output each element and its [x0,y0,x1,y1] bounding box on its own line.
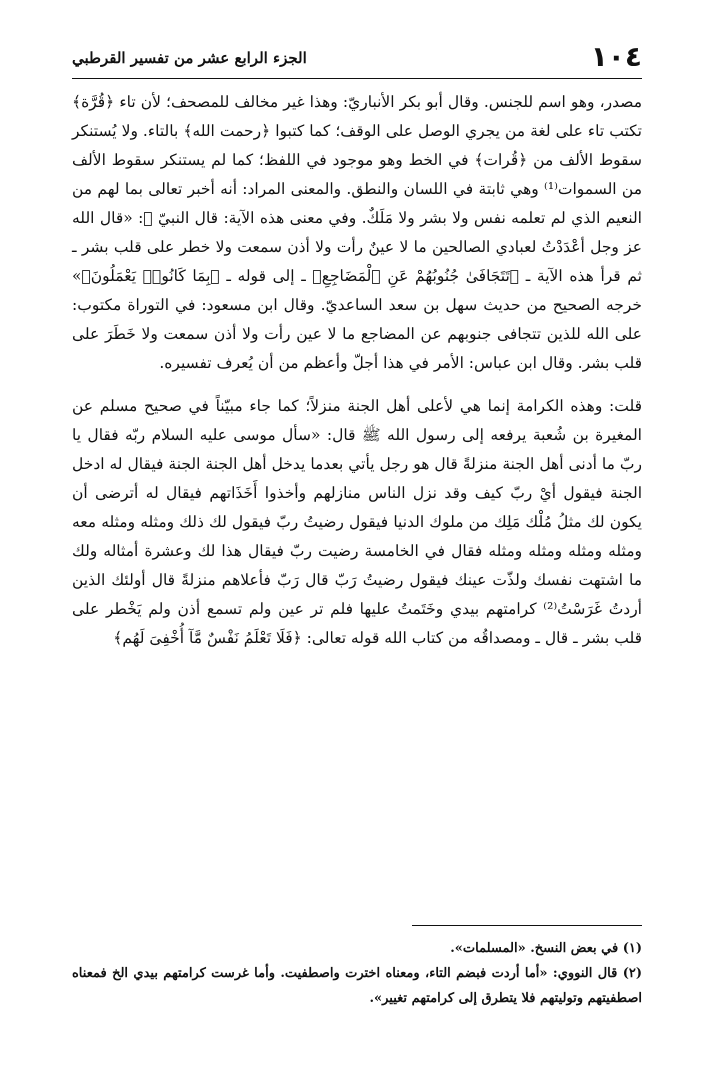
page-number: ١٠٤ [590,39,642,73]
body-text [72,88,642,667]
footnote-rule [412,925,642,926]
paragraph-2: قلت: وهذه الكرامة إنما هي لأعلى أهل الجنة منزلاً؛ كما جاء مبيّناً في صحيح مسلم عن المغيرة بن شُعبة يرفعه إلى رسول الله ﷺ قال: «سأل موسى عليه السلام ربّه فقال يا ربّ ما أدنى أهل الجنة منزلةً قال هو رجل يأتي بعدما يدخل أهل الجنة الجنة فيقال له ادخل الجنة فيقول أيْ ربّ كيف وقد نزل الناس منازلهم وأخذوا أَخَذَاتهم فيقال له أترضى أن يكون لك مثلُ مُلْك مَلِك من ملوك الدنيا فيقول رضيتُ ربّ فيقول لك ذلك ومثله ومثله معه ومثله ومثله ومثله ومثله فقال في الخامسة رضيت ربّ فيقال هذا لك وعشرة أمثاله ولك ما اشتهت نفسك ولذّت عينك فيقول رضيتُ رَبّ قال رَبّ فأعلاهم منزلةً قال أولئك الذين أردتُ غَرَسْتُ⁽²⁾ كرامتهم بيدي وخَتَمتُ عليها فلم تر عين ولم تسمع أذن ولم يَخْطر على قلب بشر ـ قال ـ ومصداقُه من كتاب الله قوله تعالى: ﴿فَلَا تَعْلَمُ نَفْسٌ مَّآ أُخْفِىَ لَهُم﴾ [72,397,642,647]
header-rule [72,78,642,79]
footnotes [72,936,642,1011]
footnote-2: (٢) قال النووي: «أما أردت فبضم التاء، ومعناه اخترت واصطفيت. وأما غرست كرامتهم بيدي الخ فمعناه اصطفيتهم وتوليتهم فلا يتطرق إلى كرامتهم تغيير». [72,966,642,1006]
running-title: الجزء الرابع عشر من تفسير القرطبي [72,49,307,67]
page-header [72,36,642,76]
footnote-1: (١) في بعض النسخ. «المسلمات». [450,941,642,956]
paragraph-1: مصدر، وهو اسم للجنس. وقال أبو بكر الأنباريّ: وهذا غير مخالف للمصحف؛ لأن تاء ﴿قُرَّة﴾ تكتب تاء على لغة من يجري الوصل على الوقف؛ كما كتبوا ﴿رحمت الله﴾ بالتاء. ولا يُستنكر سقوط الألف من ﴿قُرات﴾ في الخط وهو موجود في اللفظ؛ كما لم يستنكر سقوط الألف من السموات⁽¹⁾ وهي ثابتة في اللسان والنطق. والمعنى المراد: أنه أخبر تعالى بما لهم من النعيم الذي لم تعلمه نفس ولا بشر ولا مَلَكٌ. وفي معنى هذه الآية: قال النبيّ ﷺ: «قال الله عز وجل أعْدَدْتُ لعبادي الصالحين ما لا عينٌ رأت ولا أذن سمعت ولا خطر على قلب بشر ـ ثم قرأ هذه الآية ـ ﴿تَتَجَافَىٰ جُنُوبُهُمْ عَنِ ٱلْمَضَاجِعِ﴾ ـ إلى قوله ـ ﴿بِمَا كَانُوا۟ يَعْمَلُونَ﴾» خرجه الصحيح من حديث سهل بن سعد الساعديّ. وقال ابن مسعود: في التوراة مكتوب: على الله للذين تتجافى جنوبهم عن المضاجع ما لا عين رأت ولا أذن سمعت ولا خَطَرَ على قلب بشر. وقال ابن عباس: الأمر في هذا أجلّ وأعظم من أن يُعرف تفسيره. [72,93,642,372]
